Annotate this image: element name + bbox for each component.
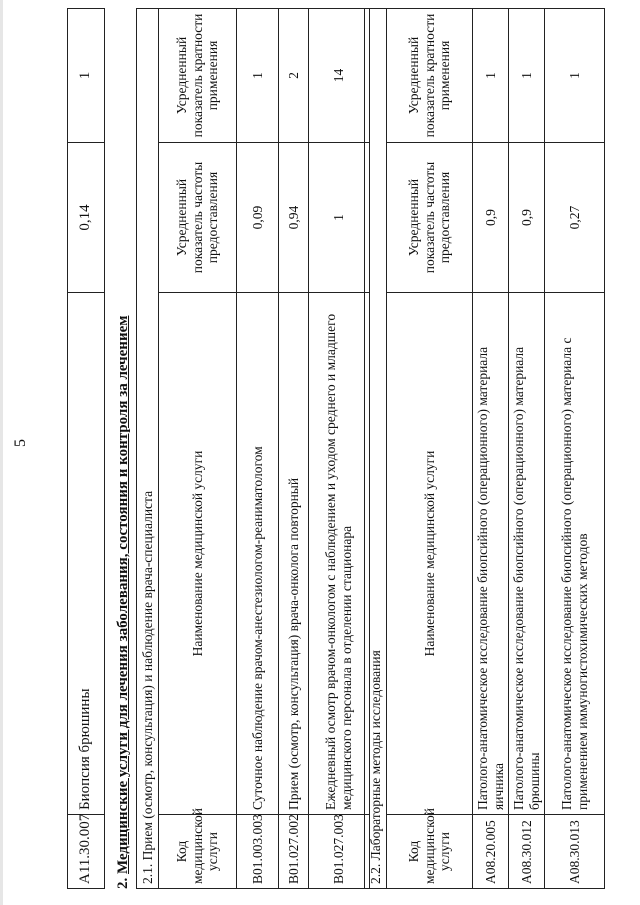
- subsection-title-row: [137, 8, 159, 888]
- scan-edge: [0, 0, 3, 905]
- service-code: B01.003.003: [237, 815, 279, 889]
- multiplicity-value: 2: [279, 8, 309, 142]
- frequency-value: 0,27: [545, 143, 605, 293]
- multiplicity-value: 1: [473, 8, 509, 142]
- header-frequency: Усредненный показатель частоты предоставления: [159, 143, 237, 293]
- frequency-value: 0,09: [237, 143, 279, 293]
- header-frequency: Усредненный показатель частоты предоставления: [387, 143, 473, 293]
- service-name: Патолого-анатомическое исследование биопсийного (операционного) материала яичника: [473, 293, 509, 815]
- service-code: B01.027.003: [309, 815, 370, 889]
- subsection-title: 2.2. Лабораторные методы исследования: [365, 8, 387, 888]
- frequency-value: 0,94: [279, 143, 309, 293]
- service-name: Патолого-анатомическое исследование биопсийного (операционного) материала с применением иммуногистохимических методов: [545, 293, 605, 815]
- table-2-1: [136, 8, 370, 889]
- subsection-title-row: [365, 8, 387, 888]
- table-row: [473, 8, 509, 888]
- section-heading: [115, 9, 132, 889]
- table-row: [509, 8, 545, 888]
- header-multiplicity: Усредненный показатель кратности применения: [387, 8, 473, 142]
- service-name: Патолого-анатомическое исследование биопсийного (операционного) материала брюшины: [509, 293, 545, 815]
- service-code: B01.027.002: [279, 815, 309, 889]
- header-code: Код медицинской услуги: [159, 815, 237, 889]
- service-name: Прием (осмотр, консультация) врача-онколога повторный: [279, 293, 309, 815]
- multiplicity-value: 1: [68, 9, 105, 143]
- service-code: A08.20.005: [473, 815, 509, 889]
- frequency-value: 0,9: [473, 143, 509, 293]
- subsection-title: 2.1. Прием (осмотр, консультация) и наблюдение врача-специалиста: [137, 8, 159, 888]
- header-row: [159, 8, 237, 888]
- service-code: A08.30.013: [545, 815, 605, 889]
- top-table: [67, 8, 105, 889]
- table-2-2: [364, 8, 605, 889]
- header-code: Код медицинской услуги: [387, 815, 473, 889]
- header-name: Наименование медицинской услуги: [387, 293, 473, 815]
- frequency-value: 1: [309, 143, 370, 293]
- multiplicity-value: 1: [237, 8, 279, 142]
- header-multiplicity: Усредненный показатель кратности применения: [159, 8, 237, 142]
- table-row: [545, 8, 605, 888]
- multiplicity-value: 14: [309, 8, 370, 142]
- multiplicity-value: 1: [545, 8, 605, 142]
- multiplicity-value: 1: [509, 8, 545, 142]
- table-row: [68, 9, 105, 889]
- frequency-value: 0,9: [509, 143, 545, 293]
- service-name: Ежедневный осмотр врачом-онкологом с наблюдением и уходом среднего и младшего медицинского персонала в отделении стационара: [309, 293, 370, 815]
- service-code: A11.30.007: [68, 815, 105, 889]
- page-number: 5: [12, 439, 29, 447]
- header-row: [387, 8, 473, 888]
- frequency-value: 0,14: [68, 143, 105, 293]
- header-name: Наименование медицинской услуги: [159, 293, 237, 815]
- section-title: Медицинские услуги для лечения заболевания, состояния и контроля за лечением: [115, 315, 131, 874]
- service-name: Суточное наблюдение врачом-анестезиологом-реаниматологом: [237, 293, 279, 815]
- table-row: [237, 8, 279, 888]
- table-row: [309, 8, 370, 888]
- service-code: A08.30.012: [509, 815, 545, 889]
- table-row: [279, 8, 309, 888]
- section-number: 2.: [115, 877, 131, 889]
- service-name: Биопсия брюшины: [68, 293, 105, 815]
